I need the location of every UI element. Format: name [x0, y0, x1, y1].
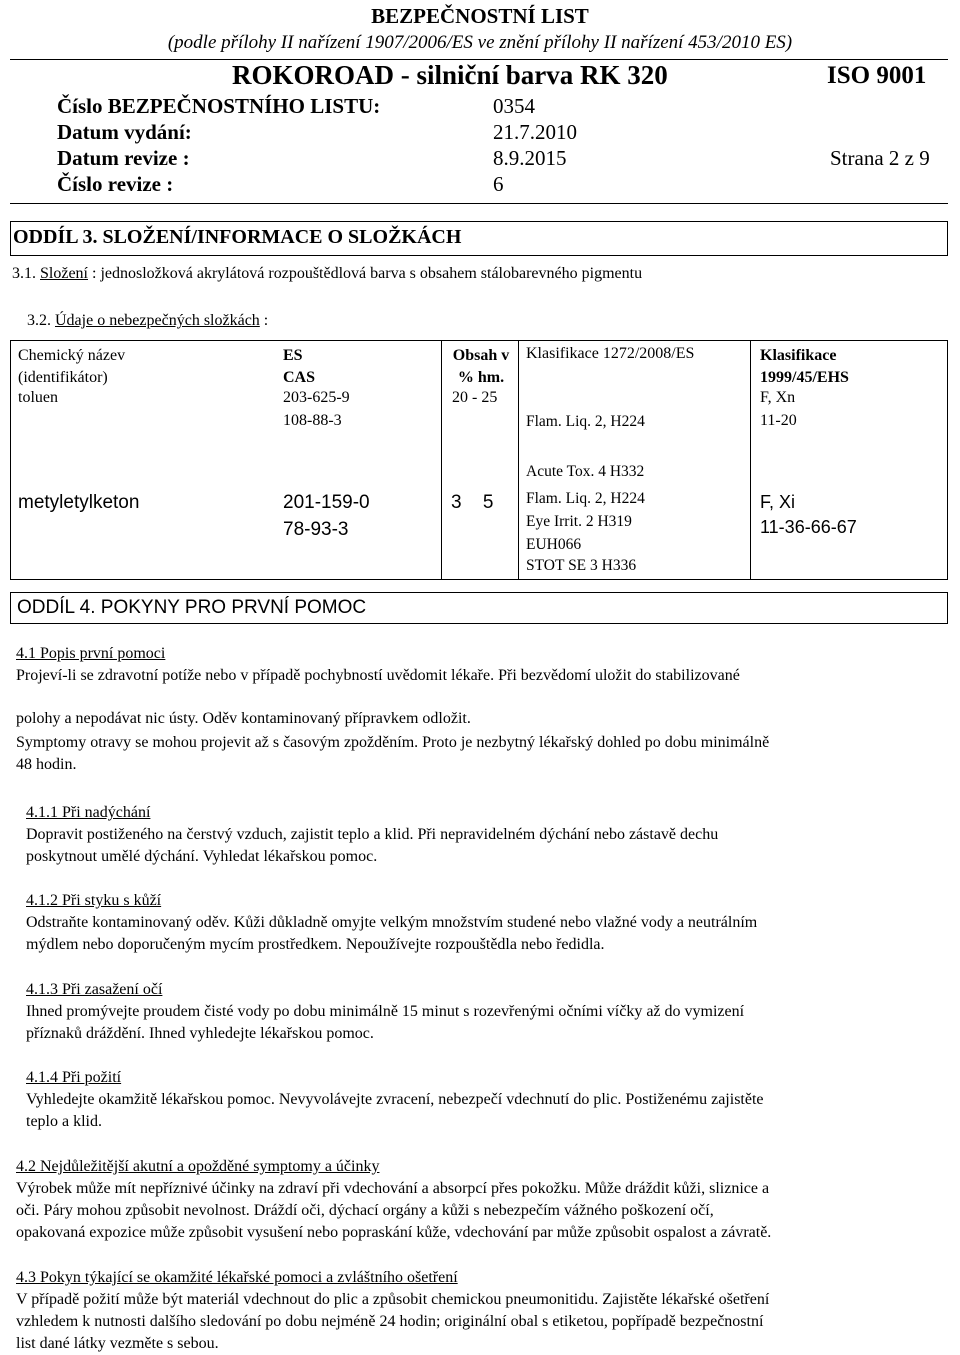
table-divider-2 — [518, 340, 519, 580]
s414-line1: Vyhledejte okamžitě lékařskou pomoc. Nevyvolávejte zvracení, nebezpečí vdechnutí do plic. Postiženému zajistěte — [26, 1091, 764, 1108]
revision-date-label: Datum revize : — [57, 146, 190, 170]
header-es-cas: ES CAS — [283, 347, 316, 386]
sheet-number: 0354 — [493, 94, 535, 118]
doc-subtitle: (podle přílohy II nařízení 1907/2006/ES ve znění přílohy II nařízení 453/2010 ES) — [167, 32, 793, 53]
s411-line2: poskytnout umělé dýchání. Vyhledat lékařskou pomoc. — [26, 848, 378, 865]
revision-date: 8.9.2015 — [493, 146, 567, 170]
row2-clp-4: STOT SE 3 H336 — [526, 557, 637, 574]
header-chemical-name: Chemický název (identifikátor) — [18, 347, 126, 386]
s414-line2: teplo a klid. — [26, 1113, 102, 1130]
s41-p3b: 48 hodin. — [16, 756, 77, 773]
section3-title: ODDÍL 3. SLOŽENÍ/INFORMACE O SLOŽKÁCH — [13, 226, 462, 248]
row1-cas: 108-88-3 — [283, 412, 342, 429]
section4-title: ODDÍL 4. POKYNY PRO PRVNÍ POMOC — [17, 597, 367, 618]
header-content: Obsah v % hm. — [452, 347, 510, 386]
row1-content: 20 - 25 — [452, 389, 498, 406]
row2-clp-1: Flam. Liq. 2, H224 — [526, 490, 645, 507]
row2-cas: 78-93-3 — [283, 519, 349, 540]
s41-title: 4.1 Popis první pomoci — [16, 645, 166, 662]
issue-date: 21.7.2010 — [493, 120, 577, 144]
s43-line1: V případě požití může být materiál vdechnout do plic a způsobit chemickou pneumonitidu. Zajistěte lékařské ošetření — [16, 1291, 770, 1308]
revision-number-label: Číslo revize : — [57, 172, 174, 196]
composition-line: 3.1. Složení : jednosložková akrylátová rozpouštědlová barva s obsahem stálobarevného pigmentu — [12, 265, 643, 282]
s43-title: 4.3 Pokyn týkající se okamžité lékařské pomoci a zvláštního ošetření — [16, 1269, 458, 1286]
row2-name: metyletylketon — [18, 492, 140, 513]
s413-title: 4.1.3 Při zasažení očí — [26, 981, 163, 998]
row2-content: 3 5 — [451, 492, 494, 513]
hazardous-components-heading: 3.2. Údaje o nebezpečných složkách : — [27, 312, 269, 329]
s42-title: 4.2 Nejdůležitější akutní a opožděné symptomy a účinky — [16, 1158, 380, 1175]
revision-number: 6 — [493, 172, 504, 196]
issue-date-label: Datum vydání: — [57, 120, 192, 144]
s43-line3: list dané látky vezměte s sebou. — [16, 1335, 219, 1352]
row1-clp-1: Flam. Liq. 2, H224 — [526, 413, 645, 430]
row2-es: 201-159-0 — [283, 492, 370, 513]
s42-line3: opakovaná expozice může způsobit vysušení nebo popraskání kůže, vdechování par může způsobit ospalost a závratě. — [16, 1224, 772, 1241]
product-name: ROKOROAD - silniční barva RK 320 — [232, 60, 668, 90]
table-divider-3 — [750, 340, 751, 580]
s42-line2: oči. Páry mohou způsobit nevolnost. Dráždí oči, dýchací orgány a kůži s nebezpečím vážného poškození očí, — [16, 1202, 714, 1219]
section3-box — [10, 221, 948, 256]
row2-clp-2: Eye Irrit. 2 H319 — [526, 513, 632, 530]
s412-title: 4.1.2 Při styku s kůží — [26, 892, 162, 909]
row2-dsd-phrases: 11-36-66-67 — [760, 517, 857, 537]
s414-title: 4.1.4 Při požití — [26, 1069, 122, 1086]
row2-dsd-class: F, Xi — [760, 492, 796, 512]
row1-dsd-class: F, Xn — [760, 389, 796, 406]
s41-p2: polohy a nepodávat nic ústy. Oděv kontaminovaný přípravkem odložit. — [16, 710, 471, 727]
row1-dsd-phrases: 11-20 — [760, 412, 797, 429]
s42-line1: Výrobek může mít nepříznivé účinky na zdraví při vdechování a absorpcí přes pokožku. Může dráždit kůži, sliznice a — [16, 1180, 770, 1197]
iso-label: ISO 9001 — [827, 62, 927, 89]
header-bottom-rule — [10, 203, 948, 204]
row2-clp-3: EUH066 — [526, 536, 582, 553]
s411-title: 4.1.1 Při nadýchání — [26, 804, 151, 821]
section4-box — [10, 592, 948, 624]
s413-line2: příznaků dráždění. Ihned vyhledejte lékařskou pomoc. — [26, 1025, 374, 1042]
row1-es: 203-625-9 — [283, 389, 350, 406]
s412-line1: Odstraňte kontaminovaný oděv. Kůži důkladně omyjte velkým množstvím studené nebo vlažné vody a neutrálním — [26, 914, 758, 931]
header-dsd: Klasifikace 1999/45/EHS — [760, 347, 849, 386]
row1-name: toluen — [18, 389, 58, 406]
doc-title: BEZPEČNOSTNÍ LIST — [371, 4, 589, 28]
row1-clp-2: Acute Tox. 4 H332 — [526, 463, 645, 480]
header-clp: Klasifikace 1272/2008/ES — [526, 345, 695, 362]
s413-line1: Ihned promývejte proudem čisté vody po dobu minimálně 15 minut s rozevřenými očními víčky až do vymizení — [26, 1003, 745, 1020]
sheet-number-label: Číslo BEZPEČNOSTNÍHO LISTU: — [57, 94, 381, 118]
s41-p1: Projeví-li se zdravotní potíže nebo v případě pochybností uvědomit lékaře. Při bezvědomí uložit do stabilizované — [16, 667, 740, 684]
s412-line2: mýdlem nebo doporučeným mycím prostředkem. Nepoužívejte rozpouštědla nebo ředidla. — [26, 936, 605, 953]
s411-line1: Dopravit postiženého na čerstvý vzduch, zajistit teplo a klid. Při nepravidelném dýchání nebo zástavě dechu — [26, 826, 719, 843]
s41-p3a: Symptomy otravy se mohou projevit až s časovým zpožděním. Proto je nezbytný lékařský dohled po dobu minimálně — [16, 734, 770, 751]
s43-line2: vzhledem k nutnosti dalšího sledování po dobu nejméně 24 hodin; originální obal s etiketou, popřípadě bezpečnostní — [16, 1313, 764, 1330]
page-number: Strana 2 z 9 — [830, 146, 930, 170]
table-divider-1 — [441, 340, 442, 580]
